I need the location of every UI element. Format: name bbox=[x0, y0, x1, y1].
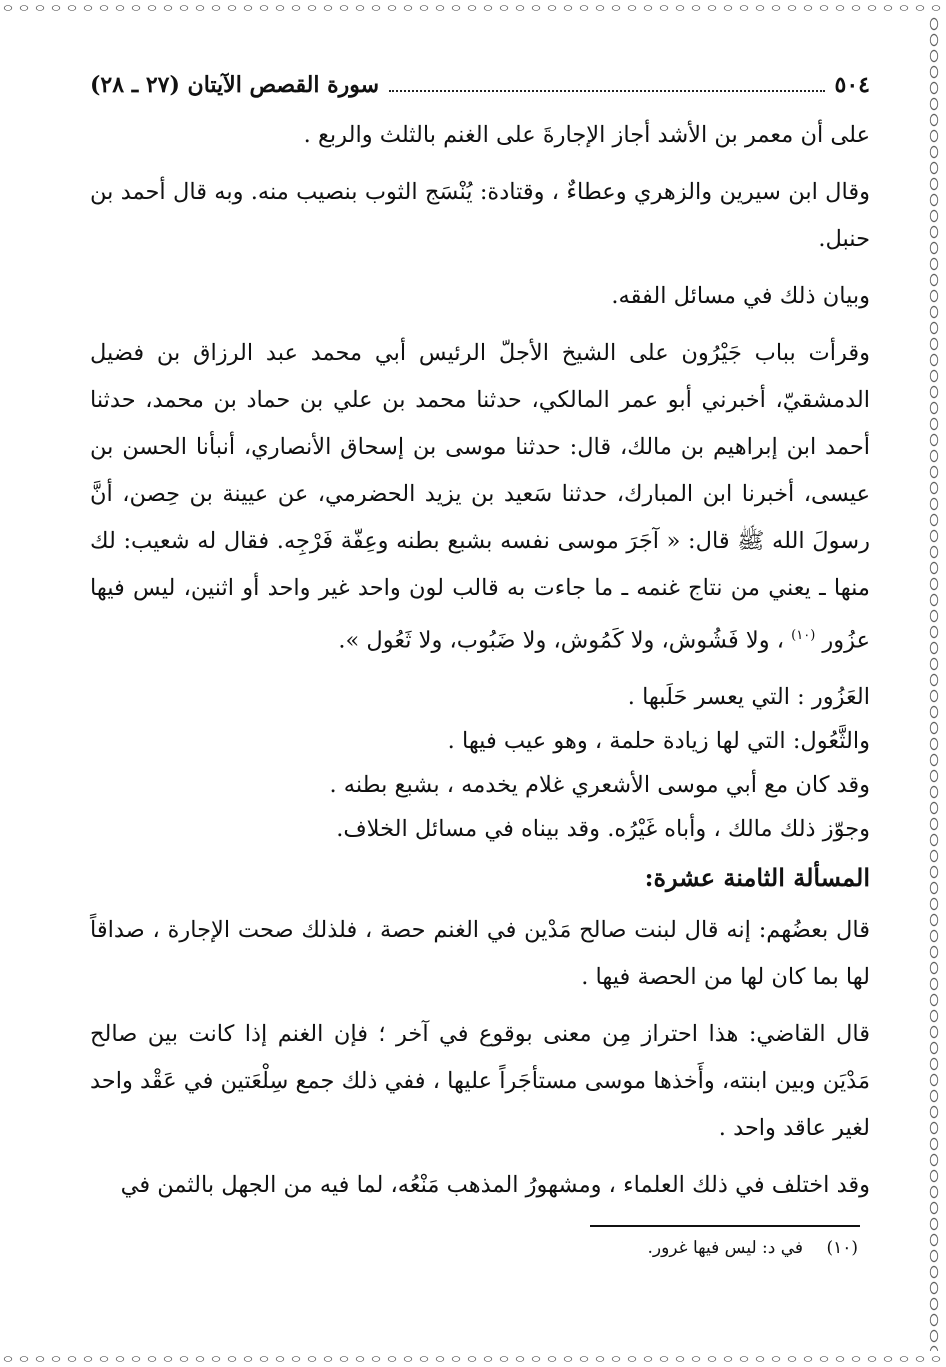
paragraph-4 bbox=[90, 330, 870, 665]
header-dot-leader bbox=[389, 74, 824, 92]
footnote-separator bbox=[590, 1225, 860, 1227]
footnote-text: في د: ليس فيها غرور. bbox=[647, 1238, 804, 1258]
footnote bbox=[647, 1238, 858, 1258]
page-number: ٥٠٤ bbox=[834, 72, 870, 98]
paragraph-2: وقال ابن سيرين والزهري وعطاءٌ ، وقتادة: يُنْسَج الثوب بنصيب منه. وبه قال أحمد بن حنبل. bbox=[90, 179, 870, 252]
text-line-3: وقد كان مع أبي موسى الأشعري غلام يخدمه ، بشبع بطنه . bbox=[329, 771, 870, 798]
text-line-4: وجوّز ذلك مالك ، وأباه غَيْرُه. وقد بيناه في مسائل الخلاف. bbox=[336, 815, 870, 842]
definition-line-2: والثَّعُول: التي لها زيادة حلمة ، وهو عيب فيها . bbox=[447, 727, 870, 754]
ornamental-border-top bbox=[0, 0, 946, 16]
definition-line-1: العَزُور : التي يعسر حَلَبها . bbox=[627, 683, 870, 710]
paragraph-5: قال بعضُهم: إنه قال لبنت صالح مَدْين في الغنم حصة ، فلذلك صحت الإجارة ، صداقاً لها بما كان لها من الحصة فيها . bbox=[90, 916, 870, 990]
paragraph-4-body: وقرأت بباب جَيْرُون على الشيخ الأجلّ الرئيس أبي محمد عبد الرزاق بن فضيل الدمشقيّ، أخبرني أبو عمر المالكي، حدثنا محمد بن علي بن حماد بن محمد، حدثنا أحمد ابن إبراهيم بن مالك، قال: حدثنا موسى بن إسحاق الأنصاري، أنبأنا الحسن بن عيسى، أخبرنا ابن المبارك، حدثنا سَعيد بن يزيد الحضرمي، عن عيينة بن حِصن، أنَّ رسولَ الله ﷺ قال: « آجَرَ موسى نفسه بشبع بطنه وعِفّة فَرْجِه. فقال له شعيب: لك منها ـ يعني من نتاج غنمه ـ ما جاءت به قالب لون واحد غير واحد أو اثنين، ليس فيها عزُور bbox=[90, 340, 870, 654]
paragraph-4-tail: ، ولا فَشُوش، ولا كَمُوش، ولا ضَبُوب، ولا ثَعُول ». bbox=[338, 627, 784, 654]
header-title: سورة القصص الآيتان (٢٧ ـ ٢٨) bbox=[90, 72, 380, 98]
ornamental-border-right bbox=[926, 16, 942, 1351]
footnote-number: (١٠) bbox=[826, 1238, 858, 1258]
running-header bbox=[90, 72, 870, 98]
paragraph-3: وبيان ذلك في مسائل الفقه. bbox=[611, 283, 870, 309]
page-body bbox=[90, 60, 870, 1219]
paragraph-6: قال القاضي: هذا احتراز مِن معنى بوقوع في آخر ؛ فإن الغنم إذا كانت بين صالح مَدْيَن وبين ابنته، وأَخذها موسى مستأجَراً عليها ، ففي ذلك جمع سِلْعَتين في عَقْد واحد لغير عاقد واحد . bbox=[90, 1020, 870, 1141]
paragraph-7: وقد اختلف في ذلك العلماء ، ومشهورُ المذهب مَنْعُه، لما فيه من الجهل بالثمن في bbox=[120, 1171, 870, 1198]
section-heading: المسألة الثامنة عشرة: bbox=[644, 862, 870, 892]
footnote-reference: (١٠) bbox=[791, 628, 816, 643]
ornamental-border-bottom bbox=[0, 1351, 946, 1367]
paragraph-1: على أن معمر بن الأشد أجاز الإجارةَ على الغنم بالثلث والربع . bbox=[303, 122, 870, 148]
